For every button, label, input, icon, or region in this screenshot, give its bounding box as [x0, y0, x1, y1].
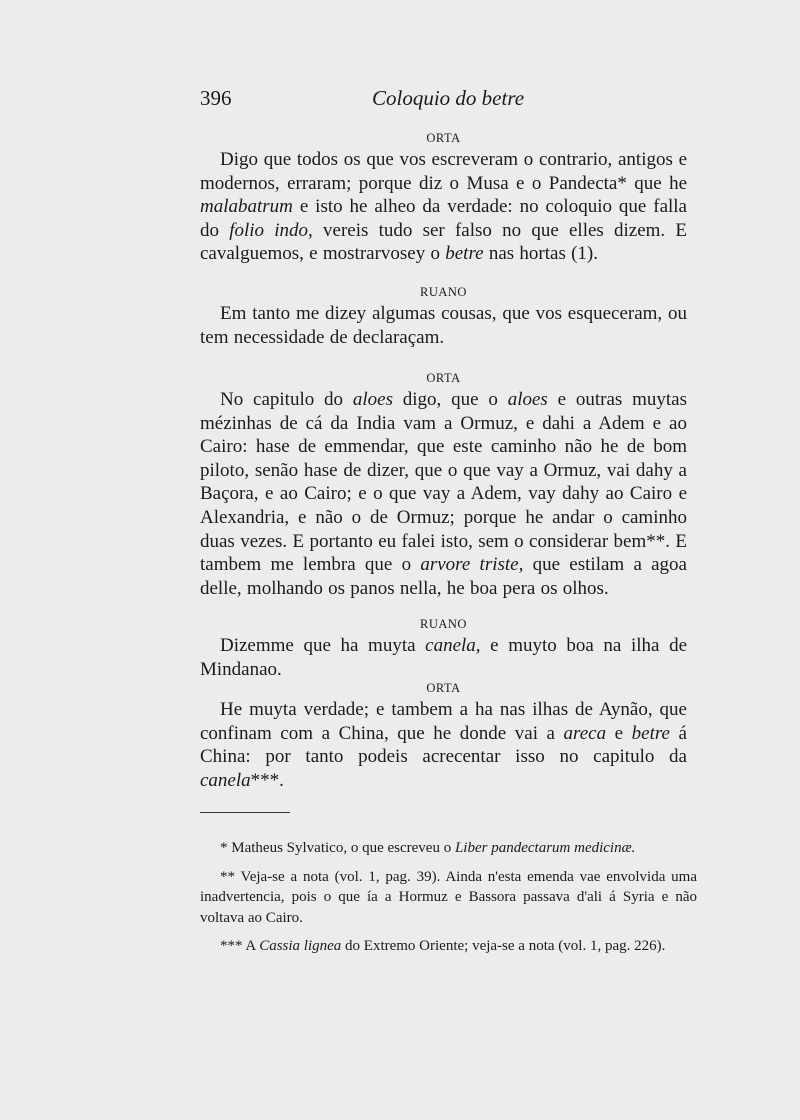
italic-term: aloes [352, 389, 393, 410]
footnote-separator [200, 812, 290, 813]
page-number: 396 [200, 86, 232, 110]
speaker-label: ORTA [426, 681, 461, 695]
dialogue-block-orta-3 [200, 678, 687, 792]
running-title: Coloquio do betre [372, 86, 525, 110]
dialogue-block-ruano-2 [200, 614, 687, 681]
italic-term: canela [200, 769, 251, 791]
italic-term: aloes [507, 389, 548, 410]
dialogue-block-ruano-1 [200, 282, 687, 349]
italic-term: arvore triste, [420, 554, 524, 576]
italic-term: Liber pandectarum medicinæ. [454, 840, 636, 856]
italic-term: betre [445, 243, 484, 265]
footnote-2: ** Veja-se a nota (vol. 1, pag. 39). Ainda n'esta emenda vae envolvida uma inadvertencia, pois o que ía a Hormuz e Bassora passava d'ali á Syria e não voltava ao Cairo. [200, 868, 697, 926]
dialogue-block-orta-1 [200, 128, 687, 266]
dialogue-block-orta-2 [200, 368, 687, 600]
speaker-label: RUANO [420, 285, 467, 299]
speaker-label: ORTA [426, 371, 461, 385]
dialogue-paragraph: No capitulo do aloes digo, que o aloes e outras muytas mézinhas de cá da India vam a Ormuz, e dahi a Adem e ao Cairo: hase de emmendar, que este caminho não he de bom piloto, senão hase de dizer, que o que vay a Ormuz, vai dahy a Baçora, e ao Cairo; e o que vay a Adem, vay dahy ao Cairo e Alexandria, e não o de Ormuz; porque he andar o caminho duas vezes. E portanto eu falei isto, sem o considerar bem**. E tambem me lembra que o arvore triste, que estilam a agoa delle, molhando os panos nella, he boa pera os olhos. [200, 389, 687, 599]
italic-term: betre [631, 722, 670, 744]
italic-term: Cassia lignea [259, 938, 342, 954]
dialogue-paragraph: Digo que todos os que vos escreveram o contrario, antigos e modernos, erraram; porque diz o Musa e o Pandecta* que he malabatrum e isto he alheo da verdade: no coloquio que falla do folio indo, vereis tudo ser falso no que elles dizem. E cavalguemos, e mostrarvosey o betre nas hortas (1). [200, 149, 688, 265]
italic-term: folio indo, [229, 219, 313, 241]
italic-term: areca [563, 722, 607, 744]
italic-term: malabatrum [200, 196, 293, 218]
dialogue-paragraph: Dizemme que ha muyta canela, e muyto boa na ilha de Mindanao. [200, 635, 687, 680]
dialogue-paragraph: Em tanto me dizey algumas cousas, que vos esqueceram, ou tem necessidade de declaraçam. [200, 303, 687, 348]
page-header [200, 86, 700, 116]
speaker-label: RUANO [420, 617, 467, 631]
italic-term: canela, [425, 635, 481, 656]
footnotes [200, 838, 697, 965]
speaker-label: ORTA [426, 131, 461, 145]
dialogue-paragraph: He muyta verdade; e tambem a ha nas ilhas de Aynão, que confinam com a China, que he donde vai a areca e betre á China: por tanto podeis acrecentar isso no capitulo da canela***. [200, 699, 687, 791]
footnote-3: *** A Cassia lignea do Extremo Oriente; veja-se a nota (vol. 1, pag. 226). [220, 938, 666, 954]
footnote-1: * Matheus Sylvatico, o que escreveu o Liber pandectarum medicinæ. [220, 840, 636, 856]
